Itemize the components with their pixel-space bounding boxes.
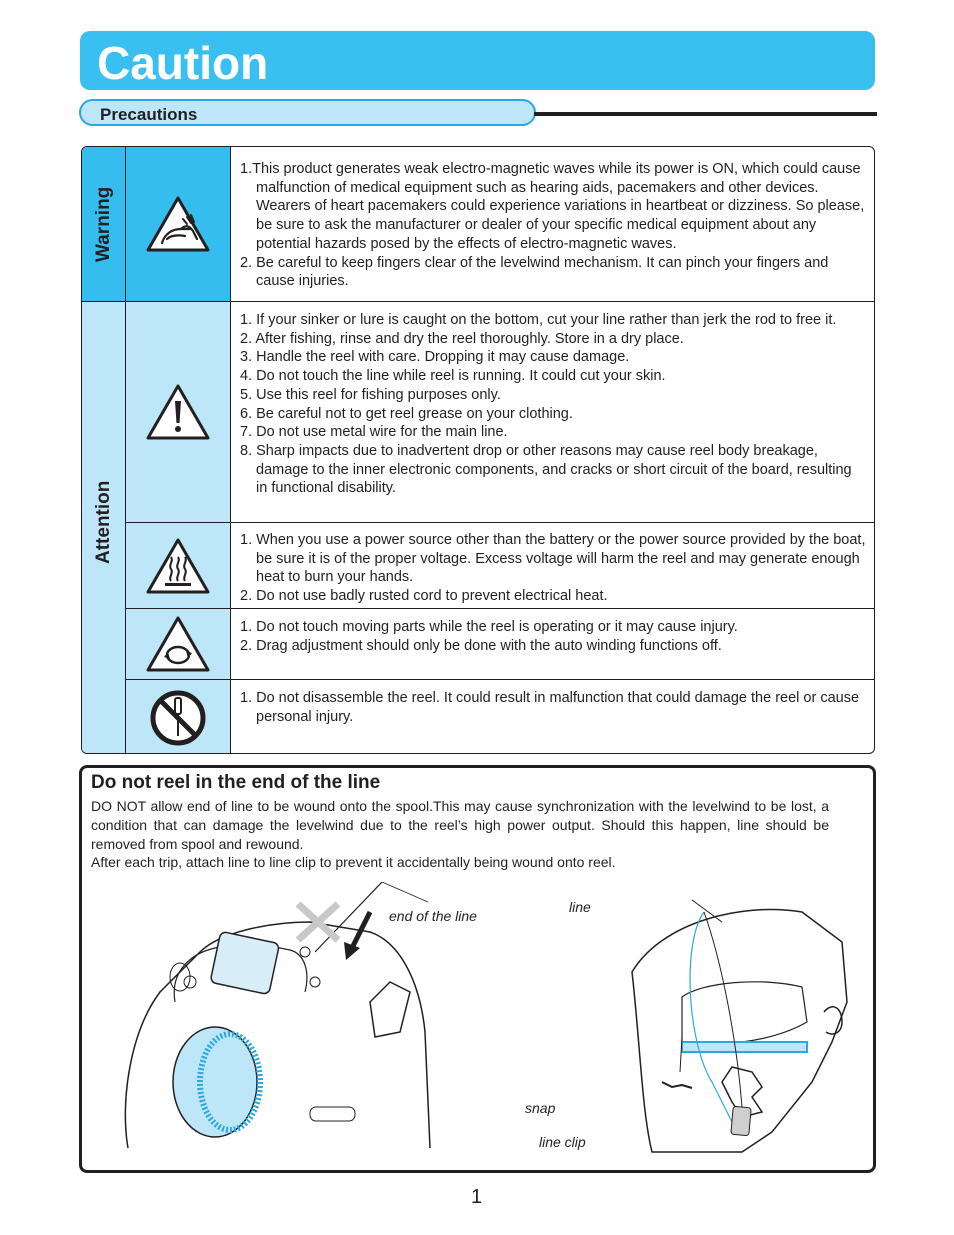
- notice-paragraph: DO NOT allow end of line to be wound onto the spool.This may cause synchronization with the levelwind to be lost, a condition that can damage the levelwind due to the reel’s high power output. Should this happen, line should be removed from spool and rewound.: [91, 798, 829, 852]
- notice-title: Do not reel in the end of the line: [91, 772, 381, 793]
- notice-body: [91, 797, 829, 872]
- title-bar: [80, 31, 875, 90]
- snap-label: snap: [525, 1100, 556, 1116]
- row-text-1: [231, 147, 875, 302]
- warning-column: [82, 147, 126, 302]
- row-text-4: [231, 609, 875, 680]
- section-title: Precautions: [100, 105, 198, 124]
- list-item: 6. Be careful not to get reel grease on your clothing.: [240, 405, 573, 422]
- icon-cell-1: [126, 147, 231, 302]
- section-pill: [79, 99, 536, 126]
- precautions-table: [81, 146, 875, 754]
- reel-side-illustration: [602, 882, 852, 1157]
- icon-cell-4: [126, 609, 231, 680]
- row-text-3: [231, 523, 875, 609]
- finger-pinch-warning-icon: [145, 195, 211, 253]
- notice-paragraph: After each trip, attach line to line clip to prevent it accidentally being wound onto reel.: [91, 854, 616, 871]
- page-title: Caution: [97, 37, 269, 89]
- warning-label: Warning: [93, 186, 114, 263]
- line-label: line: [569, 899, 591, 915]
- list-item: 5. Use this reel for fishing purposes only.: [240, 386, 501, 403]
- list-item: 1. Do not disassemble the reel. It could result in malfunction that could damage the reel or cause personal injury.: [240, 690, 860, 725]
- list-item: 1. Do not touch moving parts while the reel is operating or it may cause injury.: [240, 619, 738, 635]
- icon-cell-5: [126, 680, 231, 754]
- section-rule: [534, 112, 877, 116]
- line-clip-label: line clip: [539, 1134, 586, 1150]
- icon-cell-2: [126, 302, 231, 523]
- list-item: 7. Do not use metal wire for the main line.: [240, 424, 508, 441]
- row-text-2: [231, 302, 875, 523]
- attention-label: Attention: [93, 480, 114, 564]
- notice-box: [79, 765, 876, 1173]
- exclamation-warning-icon: [145, 383, 211, 441]
- list-item: 4. Do not touch the line while reel is running. It could cut your skin.: [240, 368, 666, 385]
- list-item: 1.This product generates weak electro-magnetic waves while its power is ON, which could cause malfunction of medical equipment such as hearing aids, pacemakers and other devices. Wearers of heart pacemakers could experience variations in heartbeat or dizziness. So please, be sure to ask the manufacturer or dealer of your specific medical equipment about any potential hazards posed by the effects of electro-magnetic waves.: [240, 161, 865, 252]
- list-item: 1. If your sinker or lure is caught on the bottom, cut your line rather than jerk the rod to free it.: [240, 312, 837, 328]
- list-item: 2. Drag adjustment should only be done with the auto winding functions off.: [240, 637, 722, 654]
- hot-surface-warning-icon: [145, 537, 211, 595]
- list-item: 2. After fishing, rinse and dry the reel thoroughly. Store in a dry place.: [240, 330, 684, 347]
- row-text-5: [231, 680, 875, 754]
- list-item: 2. Be careful to keep fingers clear of the levelwind mechanism. It can pinch your fingers and cause injuries.: [240, 254, 829, 290]
- end-of-line-label: end of the line: [389, 908, 477, 924]
- list-item: 1. When you use a power source other than the battery or the power source provided by the boat, be sure it is of the proper voltage. Excess voltage will harm the reel and may generate enough heat to burn your hands.: [240, 532, 866, 586]
- page-number: 1: [471, 1186, 483, 1208]
- no-disassembly-icon: [148, 688, 208, 748]
- icon-cell-3: [126, 523, 231, 609]
- attention-column: [82, 302, 126, 754]
- list-item: 2. Do not use badly rusted cord to prevent electrical heat.: [240, 588, 608, 605]
- list-item: 3. Handle the reel with care. Dropping it may cause damage.: [240, 349, 630, 366]
- list-item: 8. Sharp impacts due to inadvertent drop or other reasons may cause reel body breakage, damage to the inner electronic components, and cracks or short circuit of the board, resulting in functional disability.: [240, 442, 852, 497]
- rotating-parts-warning-icon: [145, 615, 211, 673]
